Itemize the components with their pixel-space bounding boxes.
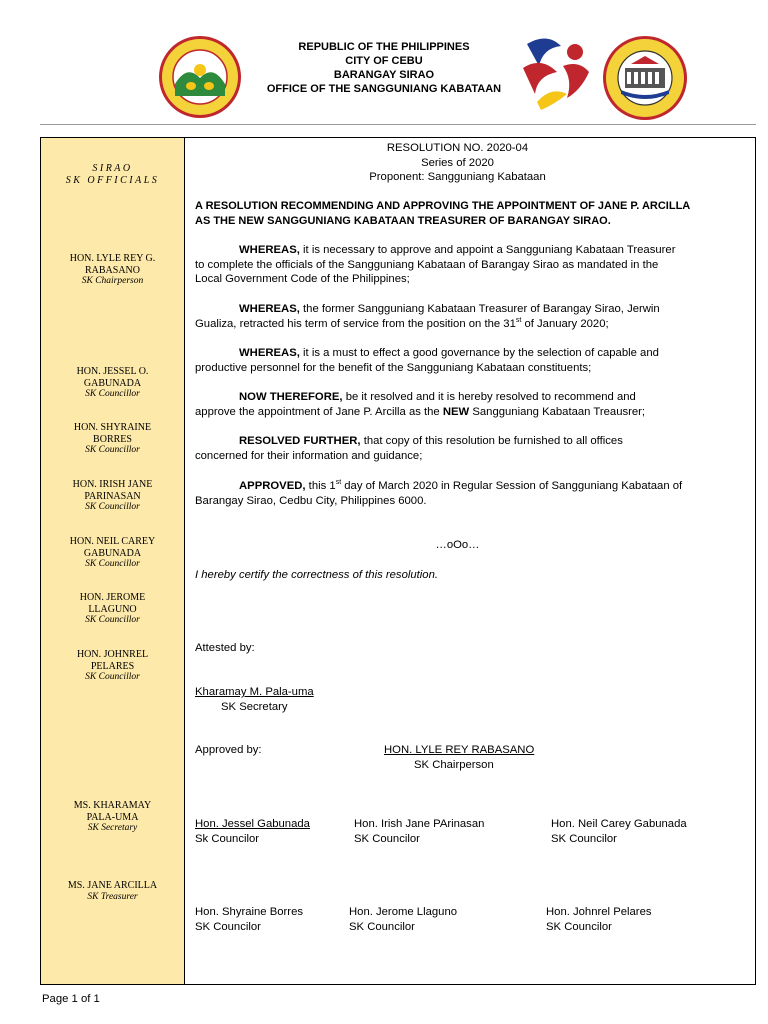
councilor-name: Hon. Neil Carey Gabunada (551, 818, 687, 830)
councilor-name: Hon. Shyraine Borres (195, 906, 303, 918)
official-position: SK Councillor (85, 559, 140, 569)
paragraph-text: day of March 2020 in Regular Session of Sangguniang Kabataan of (341, 480, 683, 492)
official-name: HON. JEROME (79, 592, 146, 603)
paragraph-text: Gualiza, retracted his term of service from the position on the 31 (195, 317, 516, 330)
resolution-title-line: A RESOLUTION RECOMMENDING AND APPROVING THE APPOINTMENT OF JANE P. ARCILLA (195, 200, 691, 212)
whereas-paragraph-2 (195, 302, 720, 331)
resolved-further-paragraph (195, 434, 720, 463)
official-position: SK Chairperson (81, 276, 144, 286)
official-name: RABASANO (84, 264, 140, 276)
approved-paragraph (195, 479, 720, 508)
official-position: SK Councillor (85, 615, 140, 625)
official-councillor (41, 422, 184, 456)
official-position: SK Secretary (87, 823, 138, 833)
councilor-title: SK Councilor (195, 920, 261, 933)
paragraph-text: that copy of this resolution be furnished to all offices (360, 435, 623, 447)
chairperson-signature-title: SK Chairperson (414, 759, 494, 771)
secretary-signature-title: SK Secretary (221, 701, 288, 713)
official-name: GABUNADA (83, 377, 142, 389)
whereas-label: WHEREAS, (239, 303, 300, 315)
resolution-series: Series of 2020 (421, 157, 494, 169)
resolution-title-line: AS THE NEW SANGGUNIANG KABATAAN TREASURER OF BARANGAY SIRAO. (195, 214, 611, 227)
separator-ornament: …oOo… (435, 539, 480, 551)
official-chairperson (41, 253, 184, 287)
resolved-further-label: RESOLVED FURTHER, (239, 435, 361, 447)
official-councillor (41, 479, 184, 513)
sidebar-title-sirao: SIRAO (92, 163, 133, 174)
resolution-number: RESOLUTION NO. 2020-04 (386, 142, 529, 154)
now-therefore-label: NOW THEREFORE, (239, 391, 343, 403)
councilor-signature (551, 817, 687, 846)
official-name: PELARES (90, 660, 135, 672)
councilor-signature (195, 905, 303, 934)
official-position: SK Councillor (85, 672, 140, 682)
official-councillor (41, 366, 184, 400)
resolution-title (195, 199, 720, 228)
whereas-paragraph-1 (195, 243, 720, 287)
sidebar-title-officials: SK OFFICIALS (65, 175, 160, 186)
councilor-name: Hon. Irish Jane PArinasan (354, 818, 485, 830)
official-name: HON. SHYRAINE (73, 422, 152, 433)
whereas-label: WHEREAS, (239, 244, 300, 256)
header-republic: REPUBLIC OF THE PHILIPPINES (298, 41, 470, 53)
paragraph-text: to complete the officials of the Sangguniang Kabataan of Barangay Sirao as mandated in the (195, 258, 659, 271)
paragraph-text: concerned for their information and guidance; (195, 449, 423, 462)
official-position: SK Treasurer (87, 891, 138, 902)
resolution-proponent: Proponent: Sangguniang Kabataan (369, 171, 546, 183)
paragraph-text: Local Government Code of the Philippines; (195, 273, 410, 286)
councilor-title: SK Councilor (349, 920, 415, 933)
approved-by-label: Approved by: (195, 744, 262, 756)
paragraph-text: it is necessary to approve and appoint a Sangguniang Kabataan Treasurer (299, 244, 676, 256)
chairperson-signature-name: HON. LYLE REY RABASANO (384, 744, 535, 756)
official-councillor (41, 536, 184, 570)
official-councillor (41, 592, 184, 626)
whereas-label: WHEREAS, (239, 347, 300, 359)
official-name: HON. NEIL CAREY (69, 536, 156, 547)
ordinal-suffix: st (335, 479, 342, 487)
councilor-name: Hon. Jerome Llaguno (349, 906, 458, 918)
header-rule (40, 124, 756, 125)
councilor-signature (546, 905, 652, 934)
new-emphasis: NEW (442, 405, 470, 418)
councilor-title: SK Councilor (546, 920, 612, 933)
councilor-title: SK Councilor (551, 832, 617, 845)
councilor-name: Hon. Johnrel Pelares (546, 906, 652, 918)
councilor-signature (195, 817, 310, 846)
councilor-name: Hon. Jessel Gabunada (195, 818, 310, 830)
now-therefore-paragraph (195, 390, 720, 419)
official-name: BORRES (93, 433, 132, 445)
official-name: HON. LYLE REY G. (69, 253, 156, 264)
official-name: PARINASAN (84, 490, 141, 502)
sidebar-divider (184, 138, 185, 984)
paragraph-text: Barangay Sirao, Cedbu City, Philippines 6000. (195, 494, 427, 507)
attested-by-label: Attested by: (195, 642, 255, 654)
official-position: SK Councillor (85, 389, 140, 399)
official-position: SK Councillor (85, 502, 140, 512)
official-name: LLAGUNO (88, 603, 137, 615)
header-city: CITY OF CEBU (345, 55, 423, 67)
certification-statement: I hereby certify the correctness of this resolution. (195, 569, 438, 581)
councilor-title: Sk Councilor (195, 832, 260, 845)
official-name: GABUNADA (83, 547, 142, 559)
paragraph-text: of January 2020; (521, 317, 609, 330)
official-treasurer (41, 880, 184, 903)
header-barangay: BARANGAY SIRAO (333, 69, 435, 81)
paragraph-text: the former Sangguniang Kabataan Treasurer of Barangay Sirao, Jerwin (299, 303, 660, 315)
paragraph-text: approve the appointment of Jane P. Arcilla as the (195, 405, 443, 418)
councilor-signature (349, 905, 457, 934)
official-councillor (41, 649, 184, 683)
whereas-paragraph-3 (195, 346, 720, 375)
official-name: HON. JESSEL O. (76, 366, 149, 377)
official-name: MS. JANE ARCILLA (67, 880, 158, 891)
official-name: MS. KHARAMAY (73, 800, 152, 811)
paragraph-text: this 1 (305, 480, 336, 492)
paragraph-text: productive personnel for the benefit of the Sangguniang Kabataan constituents; (195, 361, 592, 374)
official-name: HON. IRISH JANE (72, 479, 153, 490)
paragraph-text: it is a must to effect a good governance by the selection of capable and (299, 347, 659, 359)
secretary-signature-name: Kharamay M. Pala-uma (195, 686, 314, 698)
official-name: PALA-UMA (86, 811, 139, 823)
paragraph-text: Sangguniang Kabataan Treausrer; (469, 405, 646, 418)
page-number: Page 1 of 1 (42, 993, 100, 1005)
ordinal-suffix: st (515, 316, 522, 324)
councilor-title: SK Councilor (354, 832, 420, 845)
official-name: HON. JOHNREL (76, 649, 149, 660)
official-secretary (41, 800, 184, 834)
official-position: SK Councillor (85, 445, 140, 455)
approved-label: APPROVED, (239, 480, 306, 492)
councilor-signature (354, 817, 484, 846)
header-office: OFFICE OF THE SANGGUNIANG KABATAAN (266, 83, 502, 95)
paragraph-text: be it resolved and it is hereby resolved to recommend and (342, 391, 636, 403)
